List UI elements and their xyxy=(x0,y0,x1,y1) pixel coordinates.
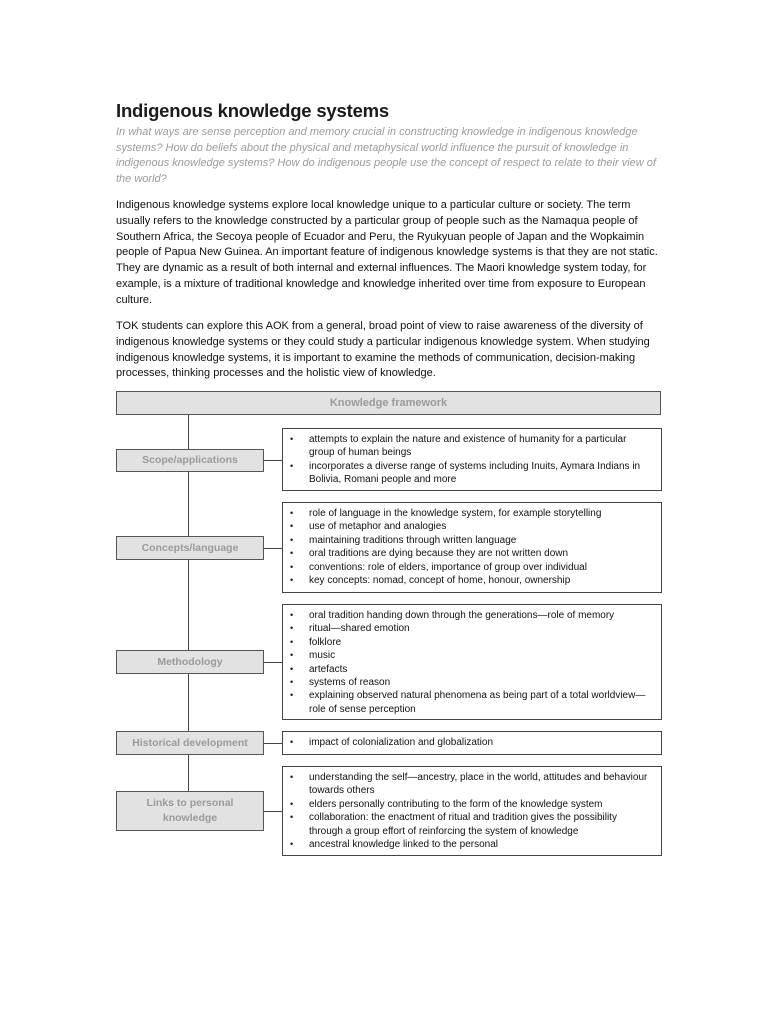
list-item: • ancestral knowledge linked to the personal xyxy=(287,838,653,851)
list-item: • elders personally contributing to the form of the knowledge system xyxy=(287,798,653,811)
list-item: • understanding the self—ancestry, place in the world, attitudes and behaviour towards others xyxy=(287,771,653,798)
list-item: • oral tradition handing down through the generations—role of memory xyxy=(287,609,653,622)
connector-line xyxy=(264,460,282,461)
list-item: • impact of colonialization and globalization xyxy=(287,736,653,749)
list-item: • folklore xyxy=(287,636,653,649)
concepts-language-box xyxy=(282,502,662,593)
connector-line xyxy=(264,743,282,744)
category-scope-applications: Scope/applications xyxy=(116,449,264,472)
connector-line xyxy=(188,471,189,536)
list-item: • incorporates a diverse range of systems including Inuits, Aymara Indians in Bolivia, Romani people and more xyxy=(287,460,653,487)
list-item: • key concepts: nomad, concept of home, honour, ownership xyxy=(287,574,653,587)
connector-line xyxy=(264,548,282,549)
list-item: • collaboration: the enactment of ritual and tradition gives the possibility through a group effort of reinforcing the system of knowledge xyxy=(287,811,653,838)
methodology-box xyxy=(282,604,662,720)
list-item: • oral traditions are dying because they are not written down xyxy=(287,547,653,560)
tok-paragraph: TOK students can explore this AOK from a general, broad point of view to raise awareness of the diversity of indigenous knowledge systems or they could study a particular indigenous knowledge system. When studying indigenous knowledge systems, it is important to examine the methods of communication, decision-making processes, thinking processes and the holistic view of knowledge. xyxy=(116,320,650,380)
list-item: • artefacts xyxy=(287,663,653,676)
list-item: • maintaining traditions through written language xyxy=(287,534,653,547)
list-item: • systems of reason xyxy=(287,676,653,689)
connector-line xyxy=(188,755,189,791)
list-item: • ritual—shared emotion xyxy=(287,622,653,635)
historical-development-box xyxy=(282,731,662,755)
connector-line xyxy=(188,674,189,732)
connector-line xyxy=(264,662,282,663)
category-methodology: Methodology xyxy=(116,650,264,674)
list-item: • attempts to explain the nature and existence of humanity for a particular group of human beings xyxy=(287,433,653,460)
framework-header: Knowledge framework xyxy=(116,391,661,415)
category-concepts-language: Concepts/language xyxy=(116,536,264,560)
intro-paragraph: Indigenous knowledge systems explore local knowledge unique to a particular culture or society. The term usually refers to the knowledge constructed by a particular group of people such as the Namaqua people of Southern Africa, the Secoya people of Ecuador and Peru, the Ryukyuan people of Japan and the Wopkaimin people of Papua New Guinea. An important feature of indigenous knowledge systems is that they are not static. They are dynamic as a result of both internal and external influences. The Maori knowledge system today, for example, is a mixture of traditional knowledge and knowledge inherited over time from exposure to European culture. xyxy=(116,199,658,306)
connector-line xyxy=(264,811,282,812)
scope-applications-box xyxy=(282,428,662,491)
list-item: • conventions: role of elders, importance of group over individual xyxy=(287,561,653,574)
list-item: • music xyxy=(287,649,653,662)
list-item: • use of metaphor and analogies xyxy=(287,520,653,533)
list-item: • explaining observed natural phenomena as being part of a total worldview—role of sense perception xyxy=(287,689,653,716)
links-personal-knowledge-box xyxy=(282,766,662,856)
connector-line xyxy=(188,560,189,650)
page-title: Indigenous knowledge systems xyxy=(116,100,389,121)
connector-line xyxy=(188,415,189,449)
list-item: • role of language in the knowledge system, for example storytelling xyxy=(287,507,653,520)
category-links-to-personal-knowledge xyxy=(116,791,264,831)
category-historical-development: Historical development xyxy=(116,731,264,755)
guiding-questions: In what ways are sense perception and memory crucial in constructing knowledge in indigenous knowledge systems? How do beliefs about the physical and metaphysical world influence the pursuit of knowledge in indigenous knowledge systems? How do indigenous people use the concept of respect to relate to their view of the world? xyxy=(116,126,656,185)
category-label: Links to personal knowledge xyxy=(146,797,234,824)
